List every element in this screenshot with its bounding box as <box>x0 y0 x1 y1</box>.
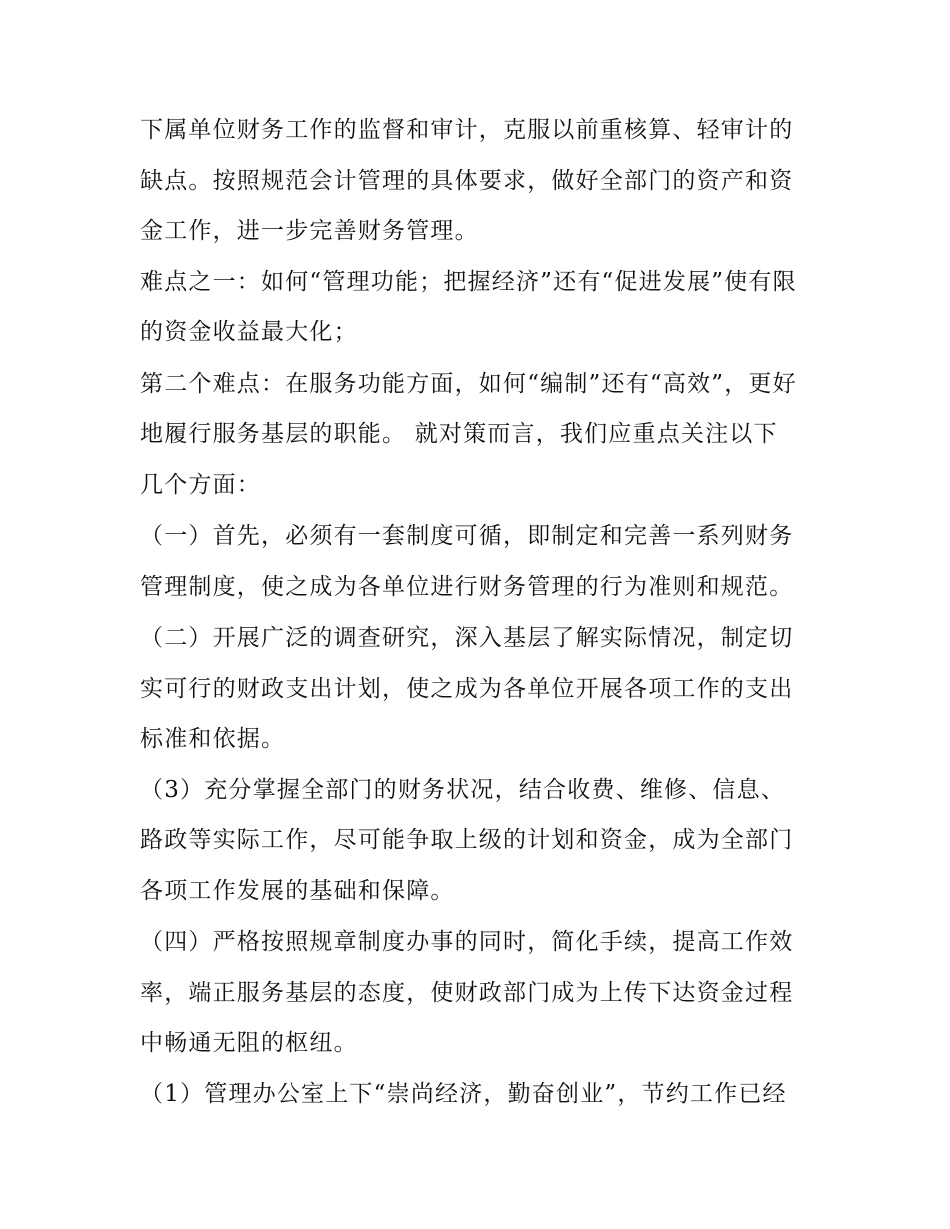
text-line: 管理制度，使之成为各单位进行财务管理的行为准则和规范。 <box>140 574 794 600</box>
text-line: 率，端正服务基层的态度，使财政部门成为上传下达资金过程 <box>140 980 794 1006</box>
text-line: （3）充分掌握全部门的财务状况，结合收费、维修、信息、 <box>140 777 786 803</box>
text-line: （四）严格按照规章制度办事的同时，简化手续，提高工作效 <box>140 929 794 955</box>
text-line: 路政等实际工作，尽可能争取上级的计划和资金，成为全部门 <box>140 827 794 853</box>
text-line: 下属单位财务工作的监督和审计，克服以前重核算、轻审计的 <box>140 117 794 143</box>
text-line: 各项工作发展的基础和保障。 <box>140 878 455 904</box>
text-line: 金工作，进一步完善财务管理。 <box>140 218 479 244</box>
text-line: （二）开展广泛的调查研究，深入基层了解实际情况，制定切 <box>140 625 794 651</box>
text-line: 的资金收益最大化； <box>140 319 358 345</box>
text-line: 几个方面： <box>140 472 261 498</box>
text-line: 中畅通无阻的枢纽。 <box>140 1030 358 1056</box>
text-line: 地履行服务基层的职能。 就对策而言，我们应重点关注以下 <box>140 421 778 447</box>
text-line: 标准和依据。 <box>140 726 286 752</box>
text-line: （一）首先，必须有一套制度可循，即制定和完善一系列财务 <box>140 523 794 549</box>
text-line: 实可行的财政支出计划，使之成为各单位开展各项工作的支出 <box>140 676 794 702</box>
text-line: 第二个难点：在服务功能方面，如何“编制”还有“高效”，更好 <box>140 371 797 397</box>
text-line: （1）管理办公室上下“崇尚经济，勤奋创业”，节约工作已经 <box>140 1081 787 1107</box>
text-line: 难点之一：如何“管理功能；把握经济”还有“促进发展”使有限 <box>140 269 797 295</box>
text-line: 缺点。按照规范会计管理的具体要求，做好全部门的资产和资 <box>140 168 794 194</box>
